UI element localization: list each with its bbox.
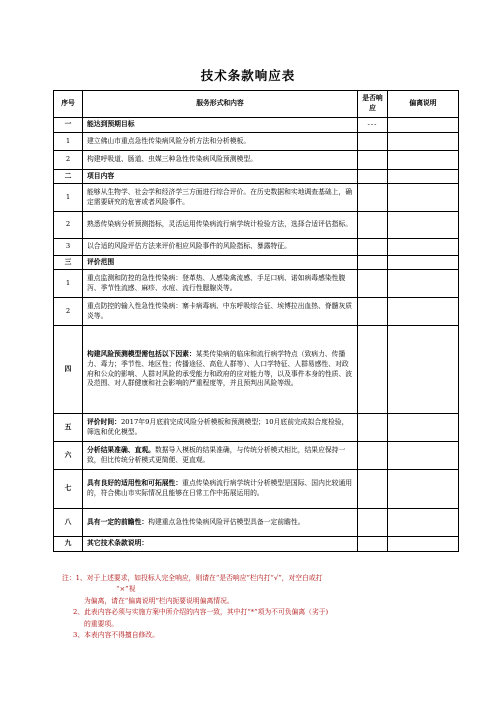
table-row: [54, 414, 459, 442]
note-line: “×”视: [116, 585, 136, 594]
section-no: 九: [54, 537, 83, 552]
note-line: 2、此表内容必须与实施方案中所介绍的内容一致，其中打“*”项为不可负偏离（劣于): [73, 608, 329, 617]
clause-text: 数据导入模板的结果准确，与传统分析模式相比，结果应保持一致，但比传统分析模式更简便、更直观。: [87, 445, 346, 464]
page-title: 技术条款响应表: [200, 68, 296, 83]
clause-text: 重点传染病流行病学统计分析模型是国际、国内比较通用的，符合佛山市实际情况且能够在日常工作中拓展运用的。: [87, 479, 353, 497]
section-no: 一: [54, 118, 83, 133]
respond-cell[interactable]: [358, 170, 388, 184]
respond-cell[interactable]: [358, 133, 388, 151]
item-no: 2: [54, 212, 83, 239]
respond-cell[interactable]: [358, 256, 388, 270]
deviation-cell[interactable]: [388, 212, 459, 239]
table-row: [54, 298, 459, 326]
deviation-cell[interactable]: [388, 298, 459, 326]
table-row: [54, 133, 459, 151]
item-text: [83, 442, 358, 470]
item-text: [83, 326, 358, 414]
table-row: [54, 184, 459, 212]
section-no: 二: [54, 170, 83, 184]
clause-text: 构建重点急性传染病风险评估模型具备一定前瞻性。: [148, 517, 305, 526]
item-text: 能够从生物学、社会学和经济学三方面进行综合评价。在历史数据和实地调查基础上，确定需要研究的危害或者风险事件。: [83, 184, 358, 212]
deviation-cell[interactable]: [388, 537, 459, 552]
respond-cell[interactable]: [358, 239, 388, 256]
section-no: 八: [54, 509, 83, 537]
item-text: [83, 509, 358, 537]
deviation-cell[interactable]: [388, 118, 459, 133]
table-row: [54, 537, 459, 552]
header-no: 序号: [54, 91, 83, 118]
item-text: [83, 470, 358, 509]
deviation-cell[interactable]: [388, 133, 459, 151]
note-line: 3、本表内容不得擅自修改。: [73, 631, 159, 640]
item-no: 1: [54, 133, 83, 151]
clause-lead: 分析结果准确、直观。: [87, 445, 155, 454]
respond-cell[interactable]: [358, 537, 388, 552]
deviation-cell[interactable]: [388, 326, 459, 414]
item-text: 重点监测和防控的急性传染病：登革热、人感染禽流感、手足口病、诺如病毒感染性腹泻、季节性流感、麻疹、水痘、流行性腮腺炎等。: [83, 270, 358, 298]
technical-clause-table: [53, 90, 459, 552]
item-text: [83, 414, 358, 442]
table-row: [54, 118, 459, 133]
respond-cell[interactable]: ---: [358, 118, 388, 133]
section-no: 五: [54, 414, 83, 442]
deviation-cell[interactable]: [388, 239, 459, 256]
section-no: 三: [54, 256, 83, 270]
clause-lead: 评价时间：: [87, 417, 121, 426]
item-no: 1: [54, 270, 83, 298]
note-line: 的重要项。: [84, 619, 118, 628]
clause-lead: 其它技术条款说明：: [87, 539, 149, 548]
item-text: 重点防控的输入性急性传染病：寨卡病毒病、中东呼吸综合征、埃博拉出血热、脊髓灰质炎等。: [83, 298, 358, 326]
item-no: 3: [54, 239, 83, 256]
deviation-cell[interactable]: [388, 170, 459, 184]
deviation-cell[interactable]: [388, 509, 459, 537]
clause-text: 某类传染病的临床和流行病学特点（致病力、传播力、毒力；季节性、地区性；传播途径、高危人群等）、人口学特征、人群易感性、对政府和公众的影响、人群对风险的承受能力和政府的应对能力等，以及事件本身的性质、波及范围、对人群健康和社会影响的严重程度等，并且预判出风险等级。: [87, 350, 353, 388]
deviation-cell[interactable]: [388, 270, 459, 298]
table-row: [54, 509, 459, 537]
respond-cell[interactable]: [358, 298, 388, 326]
item-text: 以合适的风险评估方法来评价相应风险事件的风险指标、暴露特征。: [83, 239, 358, 256]
table-row: [54, 270, 459, 298]
respond-cell[interactable]: [358, 212, 388, 239]
respond-cell[interactable]: [358, 414, 388, 442]
section-no: 四: [54, 326, 83, 414]
item-text: 构建呼吸道、肠道、虫媒三种急性传染病风险预测模型。: [83, 151, 358, 170]
table-row: [54, 326, 459, 414]
table-header-row: [54, 91, 459, 118]
section-title: 项目内容: [83, 170, 358, 184]
header-content: 服务形式和内容: [83, 91, 358, 118]
item-text: [83, 537, 358, 552]
respond-cell[interactable]: [358, 184, 388, 212]
item-text: 建立佛山市重点急性传染病风险分析方法和分析模板。: [83, 133, 358, 151]
respond-cell[interactable]: [358, 270, 388, 298]
section-title: 能达到预期目标: [83, 118, 358, 133]
section-no: 七: [54, 470, 83, 509]
note-line: 注：1、对于上述要求，如投标人完全响应，则请在“是否响应”栏内打“√”，对空白或打: [62, 574, 323, 582]
table-row: [54, 170, 459, 184]
table-row: [54, 442, 459, 470]
item-no: 1: [54, 184, 83, 212]
table-row: [54, 239, 459, 256]
clause-lead: 具有良好的适用性和可拓展性：: [87, 479, 183, 488]
deviation-cell[interactable]: [388, 151, 459, 170]
header-deviation: 偏离说明: [388, 91, 459, 118]
deviation-cell[interactable]: [388, 184, 459, 212]
deviation-cell[interactable]: [388, 442, 459, 470]
header-respond: 是否响应: [358, 91, 388, 118]
item-no: 2: [54, 151, 83, 170]
clause-lead: 具有一定的前瞻性：: [87, 517, 149, 526]
notes-block: [62, 573, 442, 641]
table-row: [54, 256, 459, 270]
deviation-cell[interactable]: [388, 414, 459, 442]
section-no: 六: [54, 442, 83, 470]
deviation-cell[interactable]: [388, 256, 459, 270]
deviation-cell[interactable]: [388, 470, 459, 509]
table-row: [54, 212, 459, 239]
respond-cell[interactable]: [358, 509, 388, 537]
respond-cell[interactable]: [358, 326, 388, 414]
item-no: 2: [54, 298, 83, 326]
note-line: 为偏离，请在“偏离说明”栏内扼要说明偏离情况。: [84, 596, 234, 605]
section-title: 评价范围: [83, 256, 358, 270]
table-row: [54, 470, 459, 509]
respond-cell[interactable]: [358, 442, 388, 470]
respond-cell[interactable]: [358, 470, 388, 509]
item-text: 熟悉传染病分析预测指标，灵活运用传染病流行病学统计检验方法，选择合适评估指标。: [83, 212, 358, 239]
clause-text: 2017年9月底前完成风险分析模板和预测模型；10月底前完成拟合度检验，筛选和优化模型。: [87, 417, 349, 436]
clause-lead: 构建风险预测模型需包括以下因素：: [87, 350, 196, 359]
table-row: [54, 151, 459, 170]
respond-cell[interactable]: [358, 151, 388, 170]
